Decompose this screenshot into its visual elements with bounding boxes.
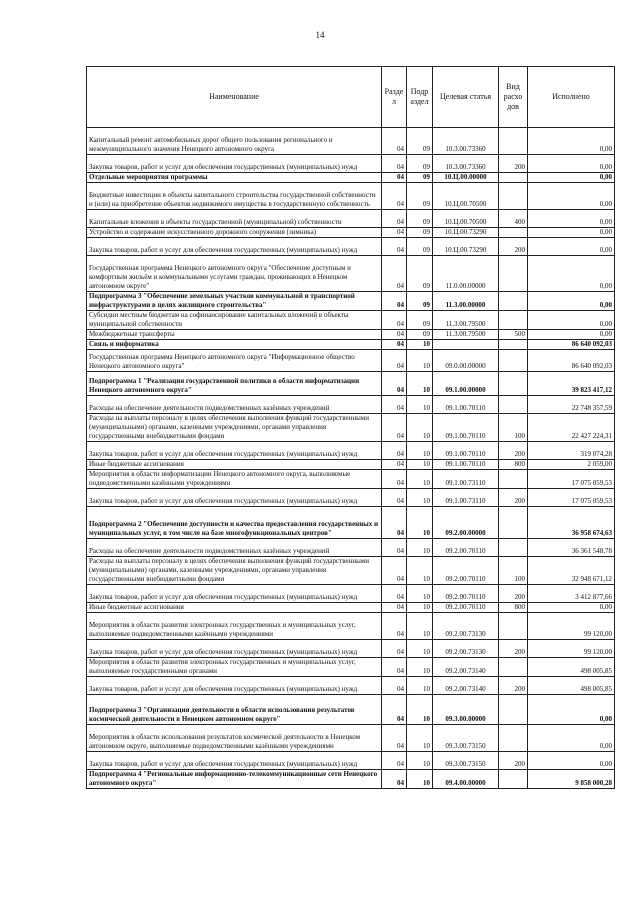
table-row xyxy=(87,340,615,350)
table-row xyxy=(87,557,615,585)
cell-amount: 22 748 357,59 xyxy=(528,396,615,414)
col-header-target: Целевая статья xyxy=(433,67,499,128)
cell-name: Закупка товаров, работ и услуг для обеспечения государственных (муниципальных) нужд xyxy=(87,585,382,603)
table-body xyxy=(87,128,615,789)
cell-podrazdel: 10 xyxy=(407,539,433,557)
cell-razdel: 04 xyxy=(382,460,407,470)
cell-razdel: 04 xyxy=(382,695,407,725)
cell-target: 10.Ц.00.73290 xyxy=(433,238,499,256)
cell-target: 10.Ц.00.70500 xyxy=(433,210,499,228)
cell-amount: 498 005,85 xyxy=(528,677,615,695)
cell-amount: 0,00 xyxy=(528,128,615,155)
cell-amount: 9 858 000,28 xyxy=(528,770,615,789)
cell-name: Подпрограмма 3 "Обеспечение земельных участков коммунальной и транспортной инфраструктурами в целях жилищного строительства" xyxy=(87,292,382,311)
cell-amount: 0,00 xyxy=(528,238,615,256)
cell-target: 10.Ц.00.00000 xyxy=(433,173,499,183)
cell-podrazdel: 09 xyxy=(407,210,433,228)
cell-name: Расходы на обеспечение деятельности подведомственных казённых учреждений xyxy=(87,396,382,414)
table-row xyxy=(87,238,615,256)
cell-razdel: 04 xyxy=(382,210,407,228)
cell-podrazdel: 09 xyxy=(407,128,433,155)
cell-amount: 0,00 xyxy=(528,292,615,311)
cell-razdel: 04 xyxy=(382,658,407,677)
cell-amount: 3 412 877,66 xyxy=(528,585,615,603)
cell-podrazdel: 09 xyxy=(407,330,433,340)
cell-podrazdel: 10 xyxy=(407,585,433,603)
cell-vid: 200 xyxy=(499,640,528,658)
cell-podrazdel: 10 xyxy=(407,489,433,507)
cell-vid xyxy=(499,470,528,489)
cell-target: 09.3.00.73150 xyxy=(433,725,499,752)
cell-target: 09.2.00.73130 xyxy=(433,613,499,640)
cell-razdel: 04 xyxy=(382,173,407,183)
cell-name: Мероприятия в области развития электронных государственных и муниципальных услуг, выполняемые государственными органами xyxy=(87,658,382,677)
cell-podrazdel: 09 xyxy=(407,292,433,311)
table-row xyxy=(87,507,615,539)
table-row xyxy=(87,752,615,770)
col-header-podrazdel: Подр аздел xyxy=(407,67,433,128)
cell-name: Государственная программа Ненецкого автономного округа "Информационное общество Ненецкого автономного округа" xyxy=(87,350,382,372)
cell-target: 09.1.00.00000 xyxy=(433,372,499,396)
cell-razdel: 04 xyxy=(382,292,407,311)
cell-name: Устройство и содержание искусственного дорожного сооружения (зимника) xyxy=(87,228,382,238)
cell-amount: 32 948 671,12 xyxy=(528,557,615,585)
cell-podrazdel: 10 xyxy=(407,507,433,539)
cell-razdel: 04 xyxy=(382,350,407,372)
cell-podrazdel: 10 xyxy=(407,414,433,442)
cell-target: 09.2.00.00000 xyxy=(433,507,499,539)
cell-target: 09.3.00.73150 xyxy=(433,752,499,770)
cell-vid xyxy=(499,507,528,539)
col-header-name: Наименование xyxy=(87,67,382,128)
cell-amount: 36 958 674,63 xyxy=(528,507,615,539)
cell-name: Закупка товаров, работ и услуг для обеспечения государственных (муниципальных) нужд xyxy=(87,640,382,658)
table-header xyxy=(87,67,615,128)
cell-podrazdel: 09 xyxy=(407,311,433,330)
cell-podrazdel: 10 xyxy=(407,752,433,770)
cell-name: Мероприятия в области информатизации Ненецкого автономного округа, выполняемые подведомственными казёнными учреждениями xyxy=(87,470,382,489)
cell-podrazdel: 10 xyxy=(407,695,433,725)
cell-target: 10.Ц.00.70500 xyxy=(433,183,499,210)
table-row xyxy=(87,770,615,789)
cell-target: 10.Ц.00.73290 xyxy=(433,228,499,238)
cell-target: 09.1.00.70110 xyxy=(433,442,499,460)
cell-amount: 86 640 092,03 xyxy=(528,340,615,350)
cell-amount: 0,00 xyxy=(528,330,615,340)
cell-name: Мероприятия в области использования результатов космической деятельности в Ненецком автономном округе, выполняемые подведомственными казёнными учреждениями xyxy=(87,725,382,752)
cell-vid: 100 xyxy=(499,414,528,442)
cell-podrazdel: 09 xyxy=(407,173,433,183)
cell-target: 09.2.00.70110 xyxy=(433,557,499,585)
cell-podrazdel: 10 xyxy=(407,658,433,677)
cell-name: Подпрограмма 1 "Реализация государственной политики в области информатизации Ненецкого автономного округа" xyxy=(87,372,382,396)
cell-podrazdel: 10 xyxy=(407,640,433,658)
cell-amount: 0,00 xyxy=(528,173,615,183)
cell-vid: 200 xyxy=(499,752,528,770)
cell-podrazdel: 09 xyxy=(407,238,433,256)
cell-vid: 800 xyxy=(499,603,528,613)
cell-vid: 200 xyxy=(499,585,528,603)
cell-name: Мероприятия в области развития электронных государственных и муниципальных услуг, выполняемые подведомственными казёнными учреждениями xyxy=(87,613,382,640)
cell-vid: 400 xyxy=(499,210,528,228)
cell-vid xyxy=(499,292,528,311)
cell-target: 09.0.00.00000 xyxy=(433,350,499,372)
cell-target: 09.2.00.73130 xyxy=(433,640,499,658)
cell-name: Подпрограмма 2 "Обеспечение доступности и качества предоставления государственных и муниципальных услуг, в том числе на базе многофункциональных центров" xyxy=(87,507,382,539)
cell-razdel: 04 xyxy=(382,489,407,507)
cell-razdel: 04 xyxy=(382,752,407,770)
table-row xyxy=(87,330,615,340)
cell-podrazdel: 10 xyxy=(407,613,433,640)
cell-podrazdel: 10 xyxy=(407,557,433,585)
cell-name: Закупка товаров, работ и услуг для обеспечения государственных (муниципальных) нужд xyxy=(87,677,382,695)
cell-vid: 800 xyxy=(499,460,528,470)
cell-name: Закупка товаров, работ и услуг для обеспечения государственных (муниципальных) нужд xyxy=(87,752,382,770)
table-row xyxy=(87,539,615,557)
cell-name: Отдельные мероприятия программы xyxy=(87,173,382,183)
cell-target: 10.3.00.73360 xyxy=(433,128,499,155)
table-row xyxy=(87,292,615,311)
cell-vid xyxy=(499,658,528,677)
cell-amount: 2 059,00 xyxy=(528,460,615,470)
cell-amount: 0,00 xyxy=(528,210,615,228)
cell-podrazdel: 10 xyxy=(407,603,433,613)
cell-target: 09.1.00.70110 xyxy=(433,396,499,414)
table-row xyxy=(87,489,615,507)
table-row xyxy=(87,256,615,292)
cell-amount: 0,00 xyxy=(528,155,615,173)
cell-vid xyxy=(499,695,528,725)
cell-name: Расходы на выплаты персоналу в целях обеспечения выполнения функций государственными (муниципальными) органами, казенными учреждениями, органами управления государственными внебюджетными фондами xyxy=(87,557,382,585)
cell-podrazdel: 09 xyxy=(407,256,433,292)
cell-amount: 22 427 224,31 xyxy=(528,414,615,442)
cell-vid: 200 xyxy=(499,677,528,695)
cell-vid xyxy=(499,228,528,238)
cell-target: 09.4.00.00000 xyxy=(433,770,499,789)
cell-podrazdel: 10 xyxy=(407,350,433,372)
cell-razdel: 04 xyxy=(382,442,407,460)
table-row xyxy=(87,695,615,725)
cell-razdel: 04 xyxy=(382,470,407,489)
cell-razdel: 04 xyxy=(382,228,407,238)
cell-podrazdel: 10 xyxy=(407,470,433,489)
cell-name: Связь и информатика xyxy=(87,340,382,350)
table-row xyxy=(87,613,615,640)
cell-podrazdel: 09 xyxy=(407,155,433,173)
cell-amount: 0,00 xyxy=(528,695,615,725)
cell-amount: 99 120,00 xyxy=(528,613,615,640)
col-header-executed: Исполнено xyxy=(528,67,615,128)
cell-vid xyxy=(499,183,528,210)
cell-target: 09.1.00.73110 xyxy=(433,470,499,489)
cell-vid xyxy=(499,770,528,789)
page-number: 14 xyxy=(315,30,325,40)
cell-name: Подпрограмма 4 "Региональные информационно-телекоммуникационные сети Ненецкого автономного округа" xyxy=(87,770,382,789)
table-row xyxy=(87,677,615,695)
cell-target xyxy=(433,340,499,350)
col-header-razdel: Разде л xyxy=(382,67,407,128)
cell-razdel: 04 xyxy=(382,677,407,695)
cell-name: Бюджетные инвестиции в объекты капитального строительства государственной собственности и (или) на приобретение объектов недвижимого имущества в государственную собственность xyxy=(87,183,382,210)
table-row xyxy=(87,414,615,442)
table-row xyxy=(87,350,615,372)
cell-razdel: 04 xyxy=(382,128,407,155)
cell-vid xyxy=(499,340,528,350)
cell-razdel: 04 xyxy=(382,585,407,603)
cell-target: 09.1.00.73110 xyxy=(433,489,499,507)
cell-vid xyxy=(499,256,528,292)
table-row xyxy=(87,173,615,183)
cell-amount: 17 075 059,53 xyxy=(528,470,615,489)
table-row xyxy=(87,183,615,210)
cell-name: Закупка товаров, работ и услуг для обеспечения государственных (муниципальных) нужд xyxy=(87,442,382,460)
cell-name: Закупка товаров, работ и услуг для обеспечения государственных (муниципальных) нужд xyxy=(87,155,382,173)
cell-target: 09.2.00.73140 xyxy=(433,677,499,695)
cell-razdel: 04 xyxy=(382,155,407,173)
table-row xyxy=(87,442,615,460)
cell-razdel: 04 xyxy=(382,372,407,396)
table-row xyxy=(87,155,615,173)
cell-razdel: 04 xyxy=(382,539,407,557)
table-row xyxy=(87,228,615,238)
table-row xyxy=(87,470,615,489)
cell-vid xyxy=(499,173,528,183)
cell-amount: 0,00 xyxy=(528,311,615,330)
cell-razdel: 04 xyxy=(382,183,407,210)
cell-name: Расходы на выплаты персоналу в целях обеспечения выполнения функций государственными (муниципальными) органами, казенными учреждениями, органами управления государственными внебюджетными фондами xyxy=(87,414,382,442)
cell-vid xyxy=(499,725,528,752)
cell-target: 09.3.00.00000 xyxy=(433,695,499,725)
table-row xyxy=(87,372,615,396)
cell-vid xyxy=(499,539,528,557)
cell-vid: 200 xyxy=(499,238,528,256)
cell-razdel: 04 xyxy=(382,557,407,585)
cell-name: Государственная программа Ненецкого автономного округа "Обеспечение доступным и комфортным жильём и коммунальными услугами граждан, проживающих в Ненецком автономном округе" xyxy=(87,256,382,292)
cell-podrazdel: 10 xyxy=(407,396,433,414)
cell-amount: 0,00 xyxy=(528,752,615,770)
cell-razdel: 04 xyxy=(382,414,407,442)
cell-name: Расходы на обеспечение деятельности подведомственных казённых учреждений xyxy=(87,539,382,557)
cell-razdel: 04 xyxy=(382,311,407,330)
cell-amount: 99 120,00 xyxy=(528,640,615,658)
cell-target: 10.3.00.73360 xyxy=(433,155,499,173)
cell-target: 09.2.00.70110 xyxy=(433,585,499,603)
cell-razdel: 04 xyxy=(382,396,407,414)
table-row xyxy=(87,585,615,603)
cell-vid xyxy=(499,396,528,414)
cell-name: Закупка товаров, работ и услуг для обеспечения государственных (муниципальных) нужд xyxy=(87,489,382,507)
cell-vid xyxy=(499,350,528,372)
table-row xyxy=(87,128,615,155)
cell-name: Иные бюджетные ассигнования xyxy=(87,460,382,470)
cell-amount: 0,00 xyxy=(528,603,615,613)
cell-target: 09.2.00.70110 xyxy=(433,539,499,557)
cell-vid xyxy=(499,311,528,330)
cell-amount: 17 075 059,53 xyxy=(528,489,615,507)
table-row xyxy=(87,725,615,752)
cell-amount: 498 005,85 xyxy=(528,658,615,677)
cell-amount: 86 640 092,03 xyxy=(528,350,615,372)
cell-name: Иные бюджетные ассигнования xyxy=(87,603,382,613)
cell-amount: 0,00 xyxy=(528,183,615,210)
cell-podrazdel: 10 xyxy=(407,372,433,396)
cell-razdel: 04 xyxy=(382,330,407,340)
table-row xyxy=(87,658,615,677)
cell-name: Капитальный ремонт автомобильных дорог общего пользования регионального и межмуниципального значения Ненецкого автономного округа xyxy=(87,128,382,155)
cell-vid: 100 xyxy=(499,557,528,585)
cell-vid xyxy=(499,372,528,396)
cell-razdel: 04 xyxy=(382,507,407,539)
table-row xyxy=(87,603,615,613)
cell-amount: 0,00 xyxy=(528,256,615,292)
cell-name: Подпрограмма 3 "Организация деятельности в области использования результатов космической деятельности в Ненецком автономном округе" xyxy=(87,695,382,725)
cell-vid: 200 xyxy=(499,489,528,507)
cell-target: 11.3.00.79500 xyxy=(433,311,499,330)
cell-name: Межбюджетные трансферты xyxy=(87,330,382,340)
table-row xyxy=(87,210,615,228)
cell-amount: 319 074,28 xyxy=(528,442,615,460)
col-header-vid: Вид расхо дов xyxy=(499,67,528,128)
cell-podrazdel: 10 xyxy=(407,770,433,789)
table-row xyxy=(87,640,615,658)
cell-vid: 200 xyxy=(499,155,528,173)
cell-target: 09.2.00.70110 xyxy=(433,603,499,613)
cell-podrazdel: 10 xyxy=(407,460,433,470)
cell-target: 11.3.00.00000 xyxy=(433,292,499,311)
cell-vid: 500 xyxy=(499,330,528,340)
cell-target: 11.0.00.00000 xyxy=(433,256,499,292)
cell-razdel: 04 xyxy=(382,603,407,613)
cell-target: 09.1.00.70110 xyxy=(433,414,499,442)
table-row xyxy=(87,396,615,414)
cell-podrazdel: 10 xyxy=(407,340,433,350)
cell-razdel: 04 xyxy=(382,640,407,658)
table-row xyxy=(87,460,615,470)
cell-razdel: 04 xyxy=(382,256,407,292)
cell-razdel: 04 xyxy=(382,770,407,789)
cell-razdel: 04 xyxy=(382,340,407,350)
cell-amount: 0,00 xyxy=(528,725,615,752)
cell-amount: 39 823 417,12 xyxy=(528,372,615,396)
cell-vid xyxy=(499,128,528,155)
cell-target: 09.1.00.70110 xyxy=(433,460,499,470)
cell-podrazdel: 09 xyxy=(407,183,433,210)
cell-vid xyxy=(499,613,528,640)
cell-amount: 0,00 xyxy=(528,228,615,238)
cell-target: 11.3.00.79500 xyxy=(433,330,499,340)
cell-vid: 200 xyxy=(499,442,528,460)
table-row xyxy=(87,311,615,330)
cell-podrazdel: 10 xyxy=(407,725,433,752)
cell-razdel: 04 xyxy=(382,725,407,752)
cell-name: Закупка товаров, работ и услуг для обеспечения государственных (муниципальных) нужд xyxy=(87,238,382,256)
cell-podrazdel: 09 xyxy=(407,228,433,238)
cell-name: Субсидии местным бюджетам на софинансирование капитальных вложений в объекты муниципальной собственности xyxy=(87,311,382,330)
cell-name: Капитальные вложения в объекты государственной (муниципальной) собственности xyxy=(87,210,382,228)
cell-razdel: 04 xyxy=(382,613,407,640)
cell-amount: 36 361 548,78 xyxy=(528,539,615,557)
budget-table xyxy=(86,66,615,789)
cell-razdel: 04 xyxy=(382,238,407,256)
cell-podrazdel: 10 xyxy=(407,442,433,460)
cell-target: 09.2.00.73140 xyxy=(433,658,499,677)
cell-podrazdel: 10 xyxy=(407,677,433,695)
